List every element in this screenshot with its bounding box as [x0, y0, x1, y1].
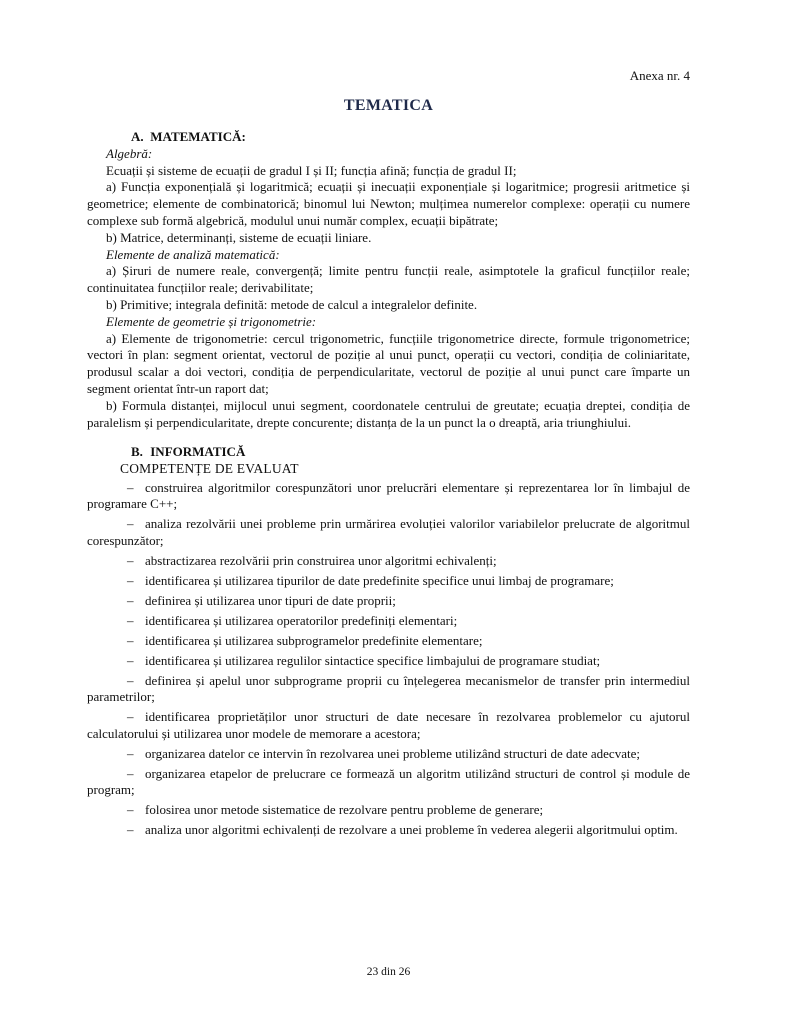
document-body: [87, 129, 690, 842]
section-b-letter: B.: [131, 444, 143, 460]
section-a-title: MATEMATICĂ:: [150, 129, 246, 144]
list-item: – construirea algoritmilor corespunzători unor prelucrări elementare și reprezentarea lor în limbajul de programare C++;: [87, 479, 690, 512]
list-item: – identificarea și utilizarea operatorilor predefiniți elementari;: [127, 612, 458, 628]
dash-marker: –: [127, 672, 134, 688]
dash-marker: –: [127, 592, 134, 608]
algebra-intro: Ecuații și sisteme de ecuații de gradul I și II; funcția afină; funcția de gradul II;: [106, 162, 517, 178]
list-item: – abstractizarea rezolvării prin construirea unor algoritmi echivalenți;: [127, 552, 497, 568]
competences-list: [87, 480, 690, 838]
dash-marker: –: [127, 572, 134, 588]
dash-marker: –: [127, 612, 134, 628]
dash-marker: –: [127, 479, 134, 495]
geometry-label: Elemente de geometrie și trigonometrie:: [106, 313, 317, 329]
page-title: TEMATICA: [343, 97, 434, 114]
dash-marker: –: [127, 516, 134, 532]
list-item: – definirea și utilizarea unor tipuri de date proprii;: [127, 592, 396, 608]
list-item: – organizarea datelor ce intervin în rezolvarea unei probleme utilizând structuri de date adecvate;: [127, 745, 640, 761]
algebra-item-a: a) Funcția exponențială și logaritmică; ecuații și inecuații exponențiale și logaritmice; progresii aritmetice și geometrice; elemente de combinatorică; binomul lui Newton; mulțimea numerelor complexe: operații cu numere complexe sub formă algebrică, modulul unui număr complex, ecuații bipătrate;: [87, 179, 690, 228]
algebra-item-b: b) Matrice, determinanți, sisteme de ecuații liniare.: [106, 229, 372, 245]
list-item: – definirea și apelul unor subprograme proprii cu înțelegerea mecanismelor de transfer prin intermediul parametrilor;: [87, 672, 690, 705]
competences-heading: COMPETENȚE DE EVALUAT: [120, 461, 299, 477]
analysis-item-b: b) Primitive; integrala definită: metode de calcul a integralelor definite.: [106, 296, 478, 312]
list-item: – analiza rezolvării unei probleme prin urmărirea evoluției valorilor variabilelor prelucrate de algoritmul corespunzător;: [87, 516, 690, 548]
section-a-letter: A.: [131, 129, 144, 144]
dash-marker: –: [127, 765, 134, 781]
geometry-item-b: b) Formula distanței, mijlocul unui segment, coordonatele centrului de greutate; ecuația dreptei, condiția de paralelism și perpendicularitate, drepte concurente; distanța de la un punct la o dreaptă, aria triunghiului.: [87, 397, 690, 430]
document-page: [87, 0, 690, 1024]
dash-marker: –: [127, 745, 134, 761]
section-b-title: INFORMATICĂ: [150, 444, 246, 460]
list-item: – folosirea unor metode sistematice de rezolvare pentru probleme de generare;: [127, 801, 544, 817]
annex-label: Anexa nr. 4: [629, 68, 690, 83]
section-a-heading: [87, 129, 690, 146]
page-number: 23 din 26: [366, 966, 411, 978]
analysis-item-a: a) Șiruri de numere reale, convergență; limite pentru funcții reale, asimptotele la graficul funcțiilor reale; continuitatea funcțiilor reale; derivabilitate;: [87, 263, 690, 296]
list-item: – identificarea și utilizarea tipurilor de date predefinite specifice unui limbaj de programare;: [127, 572, 614, 588]
geometry-item-a: a) Elemente de trigonometrie: cercul trigonometric, funcțiile trigonometrice directe, formule trigonometrice; vectori în plan: segment orientat, vectorul de poziție al unui punct, operații cu vectori, condiția de coliniaritate, produsul scalar a doi vectori, condiția de perpendicularitate, vectorul de poziție al unui punct care împarte un segment orientat într-un raport dat;: [87, 330, 690, 396]
list-item: – organizarea etapelor de prelucrare ce formează un algoritm utilizând structuri de control și module de program;: [87, 765, 690, 797]
analysis-label: Elemente de analiză matematică:: [106, 246, 280, 262]
dash-marker: –: [127, 821, 134, 837]
list-item: – identificarea și utilizarea regulilor sintactice specifice limbajului de programare studiat;: [127, 652, 601, 668]
dash-marker: –: [127, 552, 134, 568]
dash-marker: –: [127, 632, 134, 648]
list-item: – identificarea și utilizarea subprogramelor predefinite elementare;: [127, 632, 483, 648]
dash-marker: –: [127, 652, 134, 668]
list-item: – analiza unor algoritmi echivalenți de rezolvare a unei probleme în vederea alegerii algoritmului optim.: [127, 821, 678, 837]
section-b-heading: [87, 444, 690, 461]
dash-marker: –: [127, 801, 134, 817]
list-item: – identificarea proprietăților unor structuri de date necesare în rezolvarea problemelor cu ajutorul calculatorului și utilizarea unor modele de memorare a acestora;: [87, 709, 690, 741]
algebra-label: Algebră:: [106, 145, 153, 161]
dash-marker: –: [127, 709, 134, 725]
